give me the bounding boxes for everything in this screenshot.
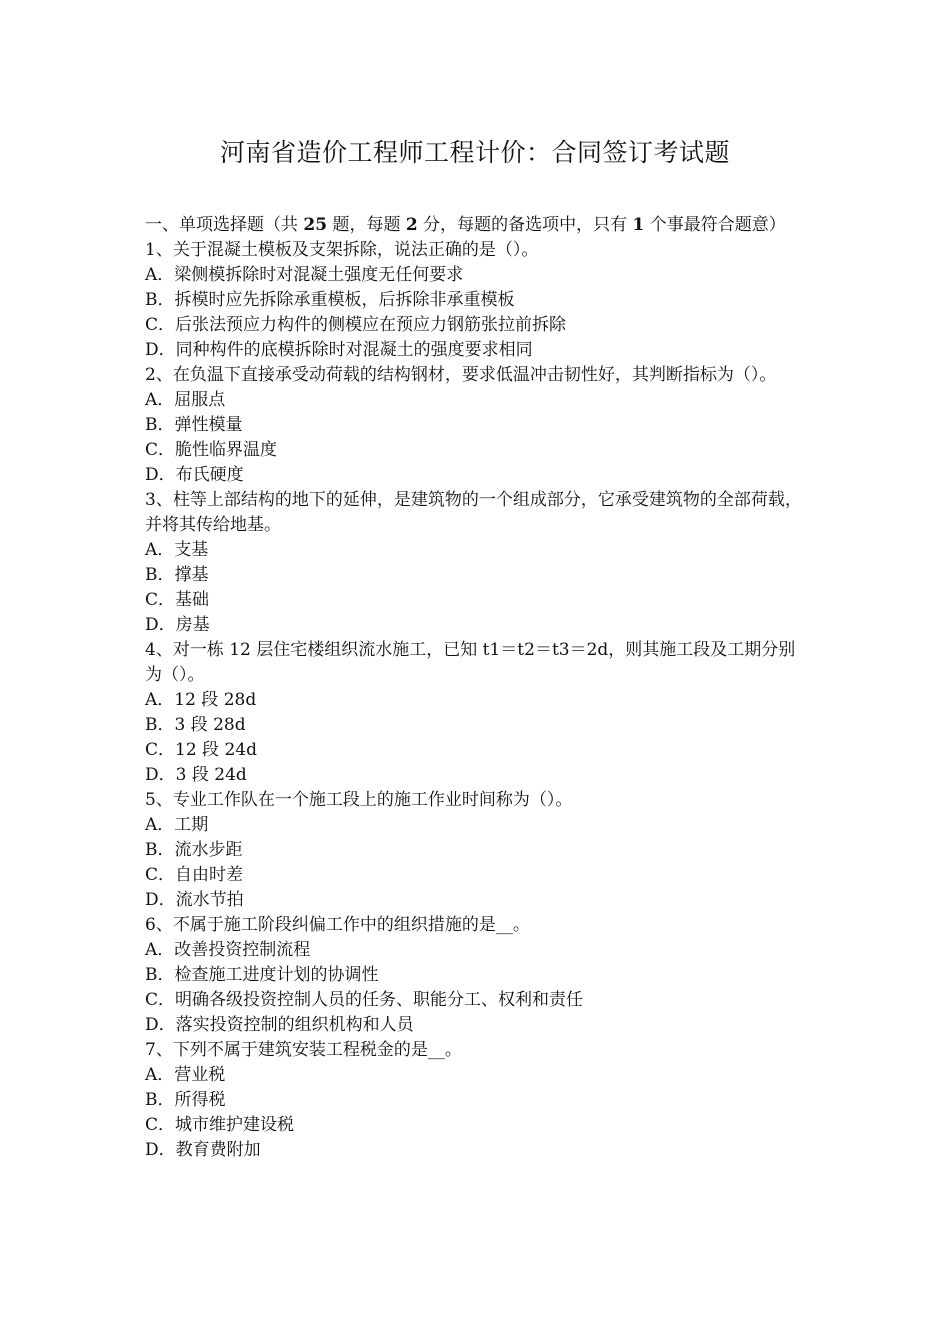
question-3-option-d: D．房基	[145, 615, 210, 635]
question-3-stem: 3、柱等上部结构的地下的延伸，是建筑物的一个组成部分，它承受建筑物的全部荷载，并将其传给地基。	[145, 490, 802, 535]
question-1-option-b: B．拆模时应先拆除承重模板，后拆除非承重模板	[145, 290, 515, 310]
question-7-option-d: D．教育费附加	[145, 1140, 261, 1160]
section-heading-mid2: 分，每题的备选项中，只有	[417, 215, 633, 235]
section-heading-suffix: 个事最符合题意）	[644, 215, 786, 235]
answer-count: 1	[632, 215, 645, 235]
question-count: 25	[303, 215, 328, 235]
question-3-option-a: A．支基	[145, 540, 209, 560]
question-3-option-c: C．基础	[145, 590, 210, 610]
question-6-stem: 6、不属于施工阶段纠偏工作中的组织措施的是__。	[145, 915, 530, 935]
question-4-stem: 4、对一栋 12 层住宅楼组织流水施工，已知 t1＝t2＝t3＝2d，则其施工段及工期分别为（）。	[145, 640, 796, 685]
question-7-option-b: B．所得税	[145, 1090, 226, 1110]
question-7-option-c: C．城市维护建设税	[145, 1115, 295, 1135]
section-heading	[145, 213, 810, 238]
question-5-option-d: D．流水节拍	[145, 890, 244, 910]
question-1-stem: 1、关于混凝土模板及支架拆除，说法正确的是（）。	[145, 240, 539, 260]
question-5-option-b: B．流水步距	[145, 840, 243, 860]
question-2-stem: 2、在负温下直接承受动荷载的结构钢材，要求低温冲击韧性好，其判断指标为（）。	[145, 365, 777, 385]
question-3-option-b: B．撑基	[145, 565, 209, 585]
question-4-option-d: D．3 段 24d	[145, 765, 247, 785]
question-5-option-c: C．自由时差	[145, 865, 244, 885]
question-1-option-d: D．同种构件的底模拆除时对混凝土的强度要求相同	[145, 340, 533, 360]
question-7-stem: 7、下列不属于建筑安装工程税金的是__。	[145, 1040, 462, 1060]
question-1-option-a: A．梁侧模拆除时对混凝土强度无任何要求	[145, 265, 464, 285]
question-2-option-b: B．弹性模量	[145, 415, 243, 435]
question-5-stem: 5、专业工作队在一个施工段上的施工作业时间称为（）。	[145, 790, 573, 810]
question-6-option-c: C．明确各级投资控制人员的任务、职能分工、权利和责任	[145, 990, 584, 1010]
question-4-option-c: C．12 段 24d	[145, 740, 257, 760]
question-2-option-c: C．脆性临界温度	[145, 440, 278, 460]
question-6-option-b: B．检查施工进度计划的协调性	[145, 965, 379, 985]
document-body	[145, 213, 810, 1163]
section-heading-prefix: 一、单项选择题（共	[145, 215, 304, 235]
question-4-option-b: B．3 段 28d	[145, 715, 246, 735]
question-7-option-a: A．营业税	[145, 1065, 226, 1085]
question-1-option-c: C．后张法预应力构件的侧模应在预应力钢筋张拉前拆除	[145, 315, 567, 335]
document-title: 河南省造价工程师工程计价：合同签订考试题	[219, 138, 730, 167]
question-6-option-d: D．落实投资控制的组织机构和人员	[145, 1015, 414, 1035]
question-score: 2	[405, 215, 418, 235]
question-6-option-a: A．改善投资控制流程	[145, 940, 311, 960]
question-4-option-a: A．12 段 28d	[145, 690, 257, 710]
question-2-option-a: A．屈服点	[145, 390, 226, 410]
question-2-option-d: D．布氏硬度	[145, 465, 244, 485]
section-heading-mid1: 题，每题	[327, 215, 406, 235]
question-5-option-a: A．工期	[145, 815, 209, 835]
